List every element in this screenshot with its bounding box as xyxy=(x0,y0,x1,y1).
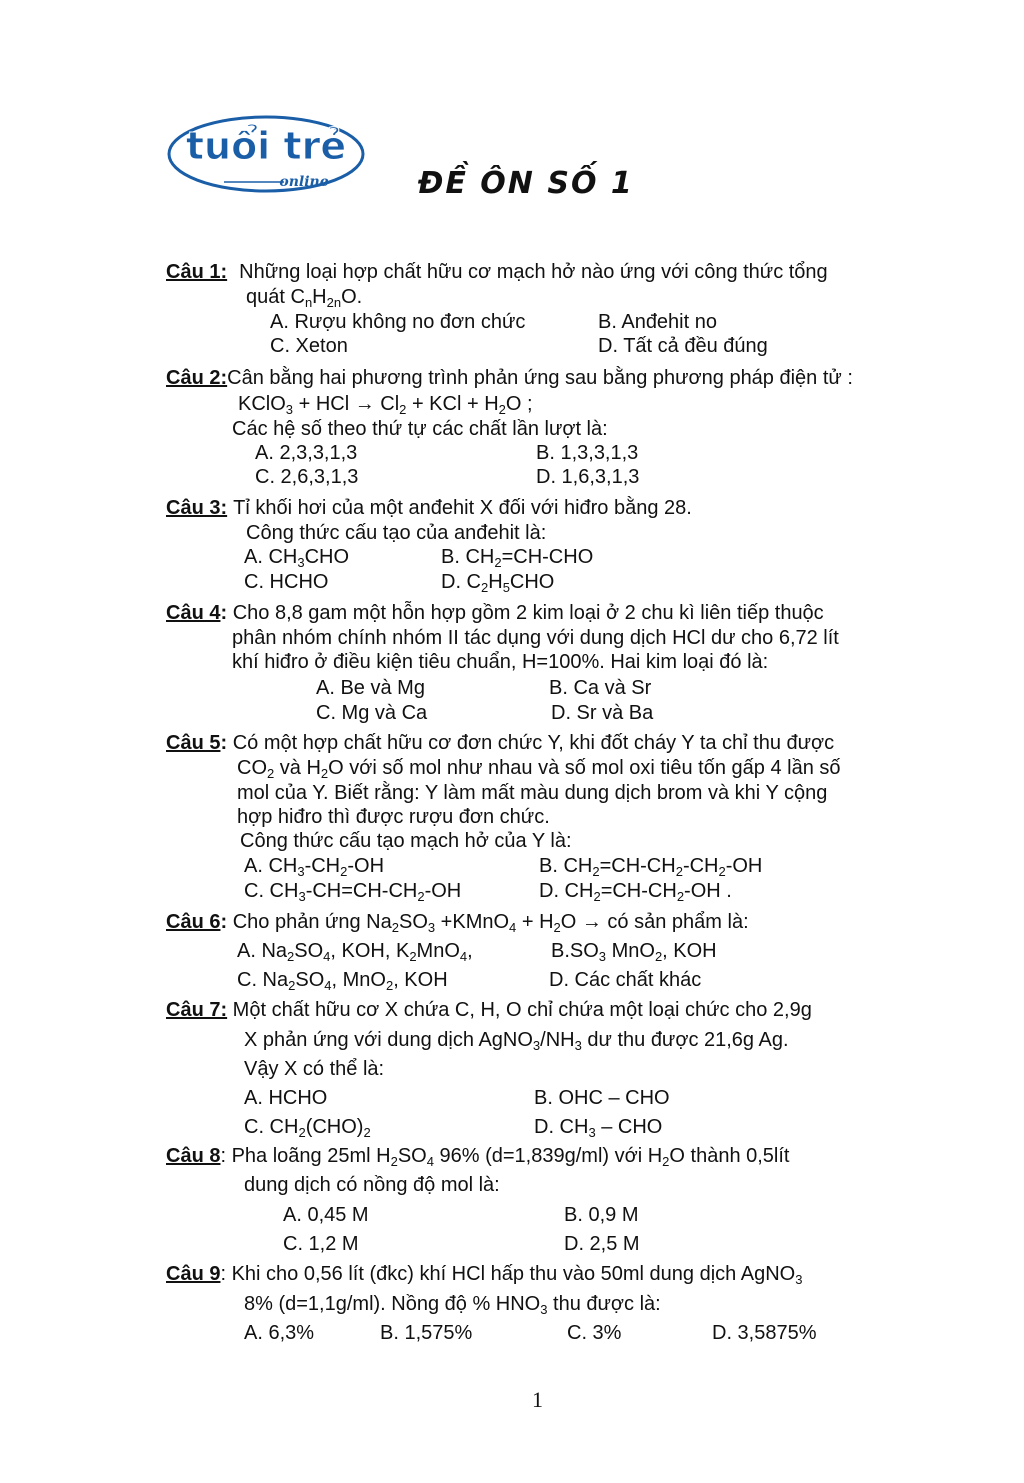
q5-line3: mol của Y. Biết rằng: Y làm mất màu dung dịch brom và khi Y cộng xyxy=(237,782,828,804)
q5-option-a: A. $CH_3-CH_2-OH$ xyxy=(244,855,385,879)
question-6: Câu 6: Cho phản ứng $Na_2SO_3$ +KMnO$_4$ + $H_2O$ → có sản phẩm là: xyxy=(166,911,749,935)
q4-option-c: C. Mg và Ca xyxy=(316,702,428,724)
question-label: Câu 3: xyxy=(166,497,228,519)
q2-option-d: D. 1,6,3,1,3 xyxy=(536,466,640,488)
q6-option-d: D. Các chất khác xyxy=(549,969,702,991)
q1-option-b: B. Anđehit no xyxy=(598,311,717,333)
q1-option-a: A. Rượu không no đơn chức xyxy=(270,311,526,333)
q5-option-b: B. $CH_2=CH-CH_2-CH_2-OH$ xyxy=(539,855,763,879)
q7-option-d: D. $CH_3$ – CHO xyxy=(534,1116,663,1140)
q9-option-b: B. 1,575% xyxy=(380,1322,473,1344)
q8-line2: dung dịch có nồng độ mol là: xyxy=(244,1174,500,1196)
q9-option-a: A. 6,3% xyxy=(244,1322,315,1344)
q4-option-d: D. Sr và Ba xyxy=(551,702,654,724)
q9-option-d: D. 3,5875% xyxy=(712,1322,817,1344)
q4-line2: phân nhóm chính nhóm II tác dụng với dung dịch HCl dư cho 6,72 lít xyxy=(232,627,839,649)
question-label: Câu 8 xyxy=(166,1145,221,1167)
q2-option-b: B. 1,3,3,1,3 xyxy=(536,442,639,464)
question-2: Câu 2:Cân bằng hai phương trình phản ứng sau bằng phương pháp điện tử : xyxy=(166,367,853,389)
q3-option-b: B. $CH_2=CH$-CHO xyxy=(441,546,594,570)
q9-option-c: C. 3% xyxy=(567,1322,622,1344)
page-number: 1 xyxy=(532,1387,543,1412)
q6-option-c: C. $Na_2SO_4$, MnO$_2$, KOH xyxy=(237,969,448,993)
q2-option-a: A. 2,3,3,1,3 xyxy=(255,442,358,464)
question-label: Câu 5 xyxy=(166,732,221,754)
q6-option-b: $B.SO_3$ MnO$_2$, KOH xyxy=(551,940,717,964)
q8-option-d: D. 2,5 M xyxy=(564,1233,640,1255)
q8-option-a: A. 0,45 M xyxy=(283,1204,369,1226)
question-label: Câu 1: xyxy=(166,261,228,283)
question-1: Câu 1: Những loại hợp chất hữu cơ mạch hở nào ứng với công thức tổng xyxy=(166,261,828,283)
q2-equation: KClO$_3$ + HCl → $Cl_2$ + KCl + $H_2O$ ; xyxy=(238,393,533,417)
q3-option-a: A. $CH_3CHO$ xyxy=(244,546,350,570)
q5-line5: Công thức cấu tạo mạch hở của Y là: xyxy=(240,830,572,852)
question-4: Câu 4: Cho 8,8 gam một hỗn hợp gồm 2 kim loại ở 2 chu kì liên tiếp thuộc xyxy=(166,602,824,624)
question-5: Câu 5: Có một hợp chất hữu cơ đơn chức Y, khi đốt cháy Y ta chỉ thu được xyxy=(166,732,835,754)
q7-option-c: C. $CH_2(CHO)_2$ xyxy=(244,1116,371,1140)
q6-option-a: A. $Na_2SO_4$, KOH, $K_2MnO_4$, xyxy=(237,940,473,964)
q2-option-c: C. 2,6,3,1,3 xyxy=(255,466,359,488)
q1-option-c: C. Xeton xyxy=(270,335,348,357)
q7-option-a: A. HCHO xyxy=(244,1087,328,1109)
question-7: Câu 7: Một chất hữu cơ X chứa C, H, O chỉ chứa một loại chức cho 2,9g xyxy=(166,999,812,1021)
logo-sub-text: online xyxy=(279,174,329,190)
q9-line2: 8% (d=1,1g/ml). Nồng độ % $HNO_3$ thu được là: xyxy=(244,1293,661,1317)
question-label: Câu 9 xyxy=(166,1263,221,1285)
q3-option-c: C. HCHO xyxy=(244,571,329,593)
question-label: Câu 4 xyxy=(166,602,221,624)
question-label: Câu 6 xyxy=(166,911,221,933)
q5-line2: $CO_2$ và $H_2O$ với số mol như nhau và số mol oxi tiêu tốn gấp 4 lần số xyxy=(237,757,841,781)
tuoi-tre-logo xyxy=(166,114,366,194)
q2-line3: Các hệ số theo thứ tự các chất lần lượt là: xyxy=(232,418,608,440)
q4-option-b: B. Ca và Sr xyxy=(549,677,652,699)
q3-option-d: D. $C_2H_5CHO$ xyxy=(441,571,555,595)
q8-option-c: C. 1,2 M xyxy=(283,1233,359,1255)
logo-main-text: tuổi trẻ xyxy=(185,124,347,168)
q5-line4: hợp hiđro thì được rượu đơn chức. xyxy=(237,806,550,828)
q7-option-b: B. OHC – CHO xyxy=(534,1087,670,1109)
question-9: Câu 9: Khi cho 0,56 lít (đkc) khí HCl hấp thu vào 50ml dung dịch AgNO$_3$ xyxy=(166,1263,803,1287)
q1-option-d: D. Tất cả đều đúng xyxy=(598,335,768,357)
question-8: Câu 8: Pha loãng 25ml $H_2SO_4$ 96% (d=1,839g/ml) với $H_2O$ thành 0,5lít xyxy=(166,1145,790,1169)
question-3: Câu 3: Tỉ khối hơi của một anđehit X đối với hiđro bằng 28. xyxy=(166,497,692,519)
q8-option-b: B. 0,9 M xyxy=(564,1204,639,1226)
q1-line2: quát $C_nH_{2n}O$. xyxy=(246,286,363,310)
q7-line3: Vậy X có thể là: xyxy=(244,1058,385,1080)
q5-option-d: D. $CH_2=CH-CH_2-OH$ . xyxy=(539,880,732,904)
q5-option-c: C. $CH_3-CH=CH-CH_2-OH$ xyxy=(244,880,462,904)
q4-option-a: A. Be và Mg xyxy=(316,677,425,699)
q7-line2: X phản ứng với dung dịch $AgNO_3/NH_3$ dư thu được 21,6g Ag. xyxy=(244,1029,789,1053)
q3-line2: Công thức cấu tạo của anđehit là: xyxy=(246,522,547,544)
question-label: Câu 2: xyxy=(166,367,228,389)
page-title: ĐỀ ÔN SỐ 1 xyxy=(418,166,634,201)
question-label: Câu 7: xyxy=(166,999,228,1021)
q4-line3: khí hiđro ở điều kiện tiêu chuẩn, H=100%. Hai kim loại đó là: xyxy=(232,651,769,673)
